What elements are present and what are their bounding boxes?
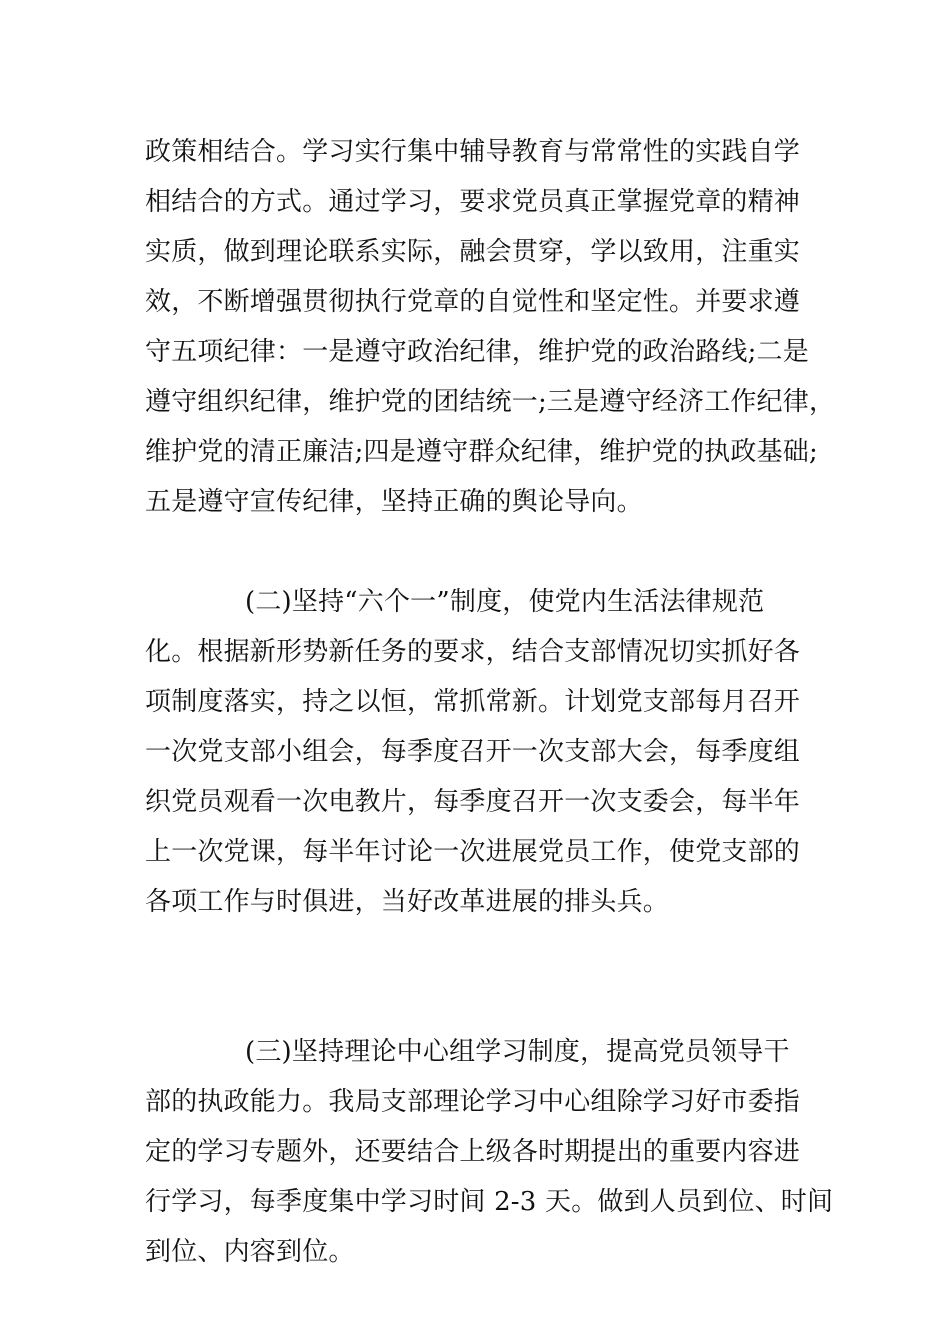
text-line: 到位、内容到位。 xyxy=(145,1237,355,1267)
paragraph-discipline xyxy=(145,127,836,527)
text-line: 项制度落实，持之以恒，常抓常新。计划党支部每月召开 xyxy=(145,687,801,717)
text-line: 相结合的方式。通过学习，要求党员真正掌握党章的精神 xyxy=(145,187,801,217)
text-line: 定的学习专题外，还要结合上级各时期提出的重要内容进 xyxy=(145,1137,801,1167)
text-line: 织党员观看一次电教片，每季度召开一次支委会，每半年 xyxy=(145,787,801,817)
section-heading-line: (二)坚持“六个一”制度，使党内生活法律规范 xyxy=(245,587,765,617)
text-line: 实质，做到理论联系实际，融会贯穿，学以致用，注重实 xyxy=(145,237,801,267)
text-line: 五是遵守宣传纪律，坚持正确的舆论导向。 xyxy=(145,487,643,517)
text-line: 效，不断增强贯彻执行党章的自觉性和坚定性。并要求遵 xyxy=(145,287,801,317)
text-line: 化。根据新形势新任务的要求，结合支部情况切实抓好各 xyxy=(145,637,801,667)
text-line: 政策相结合。学习实行集中辅导教育与常常性的实践自学 xyxy=(145,137,801,167)
paragraph-theory-study-group xyxy=(145,1027,834,1277)
section-heading-line: (三)坚持理论中心组学习制度，提高党员领导干 xyxy=(245,1037,790,1067)
text-line: 部的执政能力。我局支部理论学习中心组除学习好市委指 xyxy=(145,1087,801,1117)
text-line: 各项工作与时俱进，当好改革进展的排头兵。 xyxy=(145,887,670,917)
text-line: 维护党的清正廉洁;四是遵守群众纪律，维护党的执政基础; xyxy=(145,437,818,467)
paragraph-six-ones-system xyxy=(145,577,825,927)
text-line: 一次党支部小组会，每季度召开一次支部大会，每季度组 xyxy=(145,737,801,767)
text-line: 守五项纪律：一是遵守政治纪律，维护党的政治路线;二是 xyxy=(145,337,809,367)
text-line: 行学习，每季度集中学习时间 2-3 天。做到人员到位、时间 xyxy=(145,1187,834,1217)
text-line: 上一次党课，每半年讨论一次进展党员工作，使党支部的 xyxy=(145,837,801,867)
text-line: 遵守组织纪律，维护党的团结统一;三是遵守经济工作纪律， xyxy=(145,387,836,417)
